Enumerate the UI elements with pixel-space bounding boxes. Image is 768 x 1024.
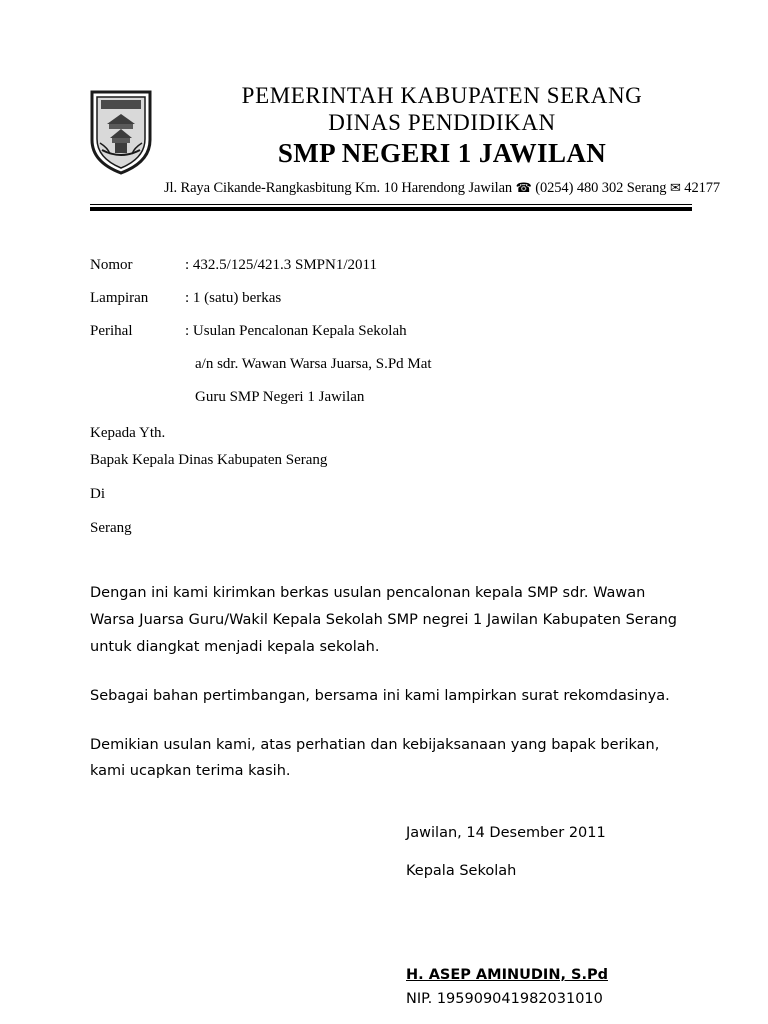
lampiran-value: : 1 (satu) berkas [185,290,282,307]
perihal-label: Perihal [90,323,133,340]
school-address [164,180,720,197]
addressee-recipient: Bapak Kepala Dinas Kabupaten Serang [90,451,328,468]
letterhead-text [164,82,728,197]
letterhead [88,60,721,197]
body-paragraph-1: Dengan ini kami kirimkan berkas usulan pencalonan kepala SMP sdr. Wawan Warsa Juarsa Guru/Wakil Kepala Sekolah SMP negrei 1 Jawilan Kabupaten Serang untuk diangkat menjadi kepala sekolah. [90,585,677,656]
perihal-continuation-1: a/n sdr. Wawan Warsa Juarsa, S.Pd Mat [195,356,432,373]
reference-row-lampiran [90,291,690,306]
mail-icon: ✉ [669,181,681,196]
body-paragraph-3: Demikian usulan kami, atas perhatian dan kebijaksanaan yang bapak berikan, kami ucapkan terima kasih. [90,736,660,780]
addressee-salutation: Kepada Yth. [90,425,166,442]
reference-row-nomor [90,258,690,273]
signatory-nip: NIP. 195909041982031010 [406,991,603,1008]
government-name: PEMERINTAH KABUPATEN SERANG [241,83,643,108]
divider-thin-line [90,204,692,205]
header-divider [88,204,690,211]
regency-crest-icon [88,82,154,176]
nomor-label: Nomor [90,257,133,274]
signature-block [88,825,690,1007]
lampiran-label: Lampiran [90,290,149,307]
department-name: DINAS PENDIDIKAN [328,110,556,136]
reference-block [88,258,690,405]
addressee-city: Serang [90,520,132,537]
reference-row-perihal [90,324,690,339]
letter-body [88,580,690,785]
body-paragraph-2: Sebagai bahan pertimbangan, bersama ini kami lampirkan surat rekomdasinya. [90,687,670,704]
address-postal-code: 42177 [684,180,721,196]
signature-role: Kepala Sekolah [406,863,517,880]
addressee-block [88,423,690,538]
signatory-name: H. ASEP AMINUDIN, S.Pd [406,967,608,984]
nomor-value: : 432.5/125/421.3 SMPN1/2011 [185,257,377,274]
school-name: SMP NEGERI 1 JAWILAN [277,138,607,169]
divider-thick-line [90,207,692,211]
perihal-continuation-2: Guru SMP Negeri 1 Jawilan [195,389,365,406]
addressee-di: Di [90,485,105,502]
address-phone: (0254) 480 302 Serang [535,180,667,196]
phone-icon: ☎ [515,181,532,196]
perihal-value: : Usulan Pencalonan Kepala Sekolah [185,323,407,340]
signature-place-date: Jawilan, 14 Desember 2011 [406,825,606,842]
address-street: Jl. Raya Cikande-Rangkasbitung Km. 10 Harendong Jawilan [164,180,513,196]
